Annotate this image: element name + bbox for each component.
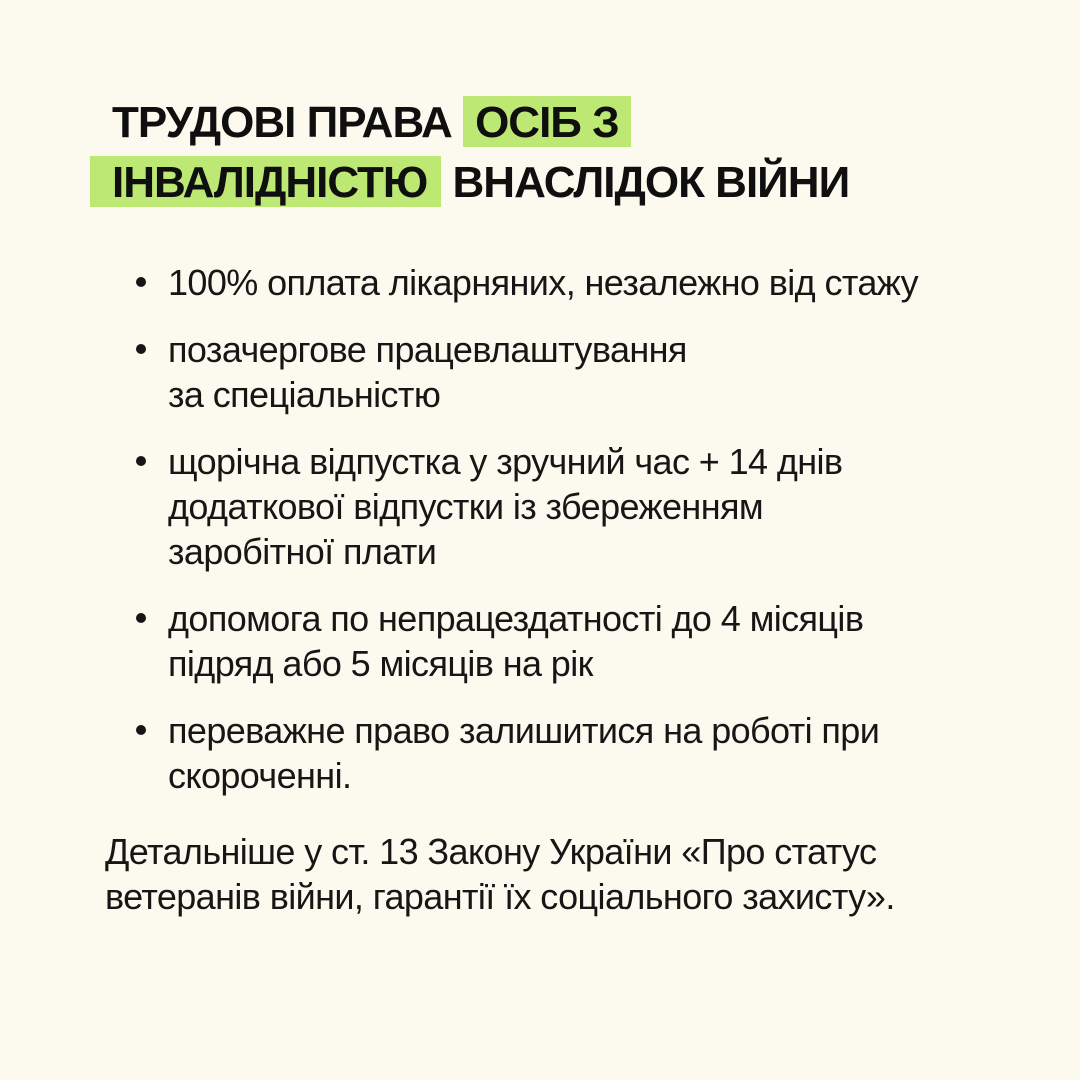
list-item-line: за спеціальністю bbox=[168, 374, 441, 415]
list-item-line: заробітної плати bbox=[168, 531, 437, 572]
benefits-list bbox=[112, 260, 972, 820]
list-item-line: позачергове працевлаштування bbox=[168, 329, 687, 370]
title-line-1 bbox=[112, 93, 849, 153]
list-item-line: 100% оплата лікарняних, незалежно від стажу bbox=[168, 262, 919, 303]
legal-reference-line-2: ветеранів війни, гарантії їх соціального захисту». bbox=[105, 876, 895, 917]
title-line2-highlight: ІНВАЛІДНІСТЮ bbox=[90, 156, 441, 207]
list-item-line: підряд або 5 місяців на рік bbox=[168, 643, 593, 684]
list-item-line: переважне право залишитися на роботі при bbox=[168, 710, 880, 751]
list-item bbox=[112, 327, 972, 417]
list-item-line: додаткової відпустки із збереженням bbox=[168, 486, 764, 527]
title-line2-plain: ВНАСЛІДОК ВІЙНИ bbox=[452, 158, 850, 207]
list-item-line: скороченні. bbox=[168, 755, 352, 796]
title-line1-plain: ТРУДОВІ ПРАВА bbox=[112, 98, 452, 147]
list-item-line: щорічна відпустка у зручний час + 14 днів bbox=[168, 441, 843, 482]
list-item bbox=[112, 708, 972, 798]
list-item bbox=[112, 260, 972, 305]
list-item-line: допомога по непрацездатності до 4 місяців bbox=[168, 598, 864, 639]
legal-reference bbox=[105, 829, 895, 919]
legal-reference-line-1: Детальніше у ст. 13 Закону України «Про статус bbox=[105, 831, 877, 872]
list-item bbox=[112, 596, 972, 686]
page-title bbox=[112, 93, 849, 213]
title-line-2 bbox=[112, 153, 849, 213]
list-item bbox=[112, 439, 972, 574]
title-line1-highlight: ОСІБ З bbox=[463, 96, 631, 147]
